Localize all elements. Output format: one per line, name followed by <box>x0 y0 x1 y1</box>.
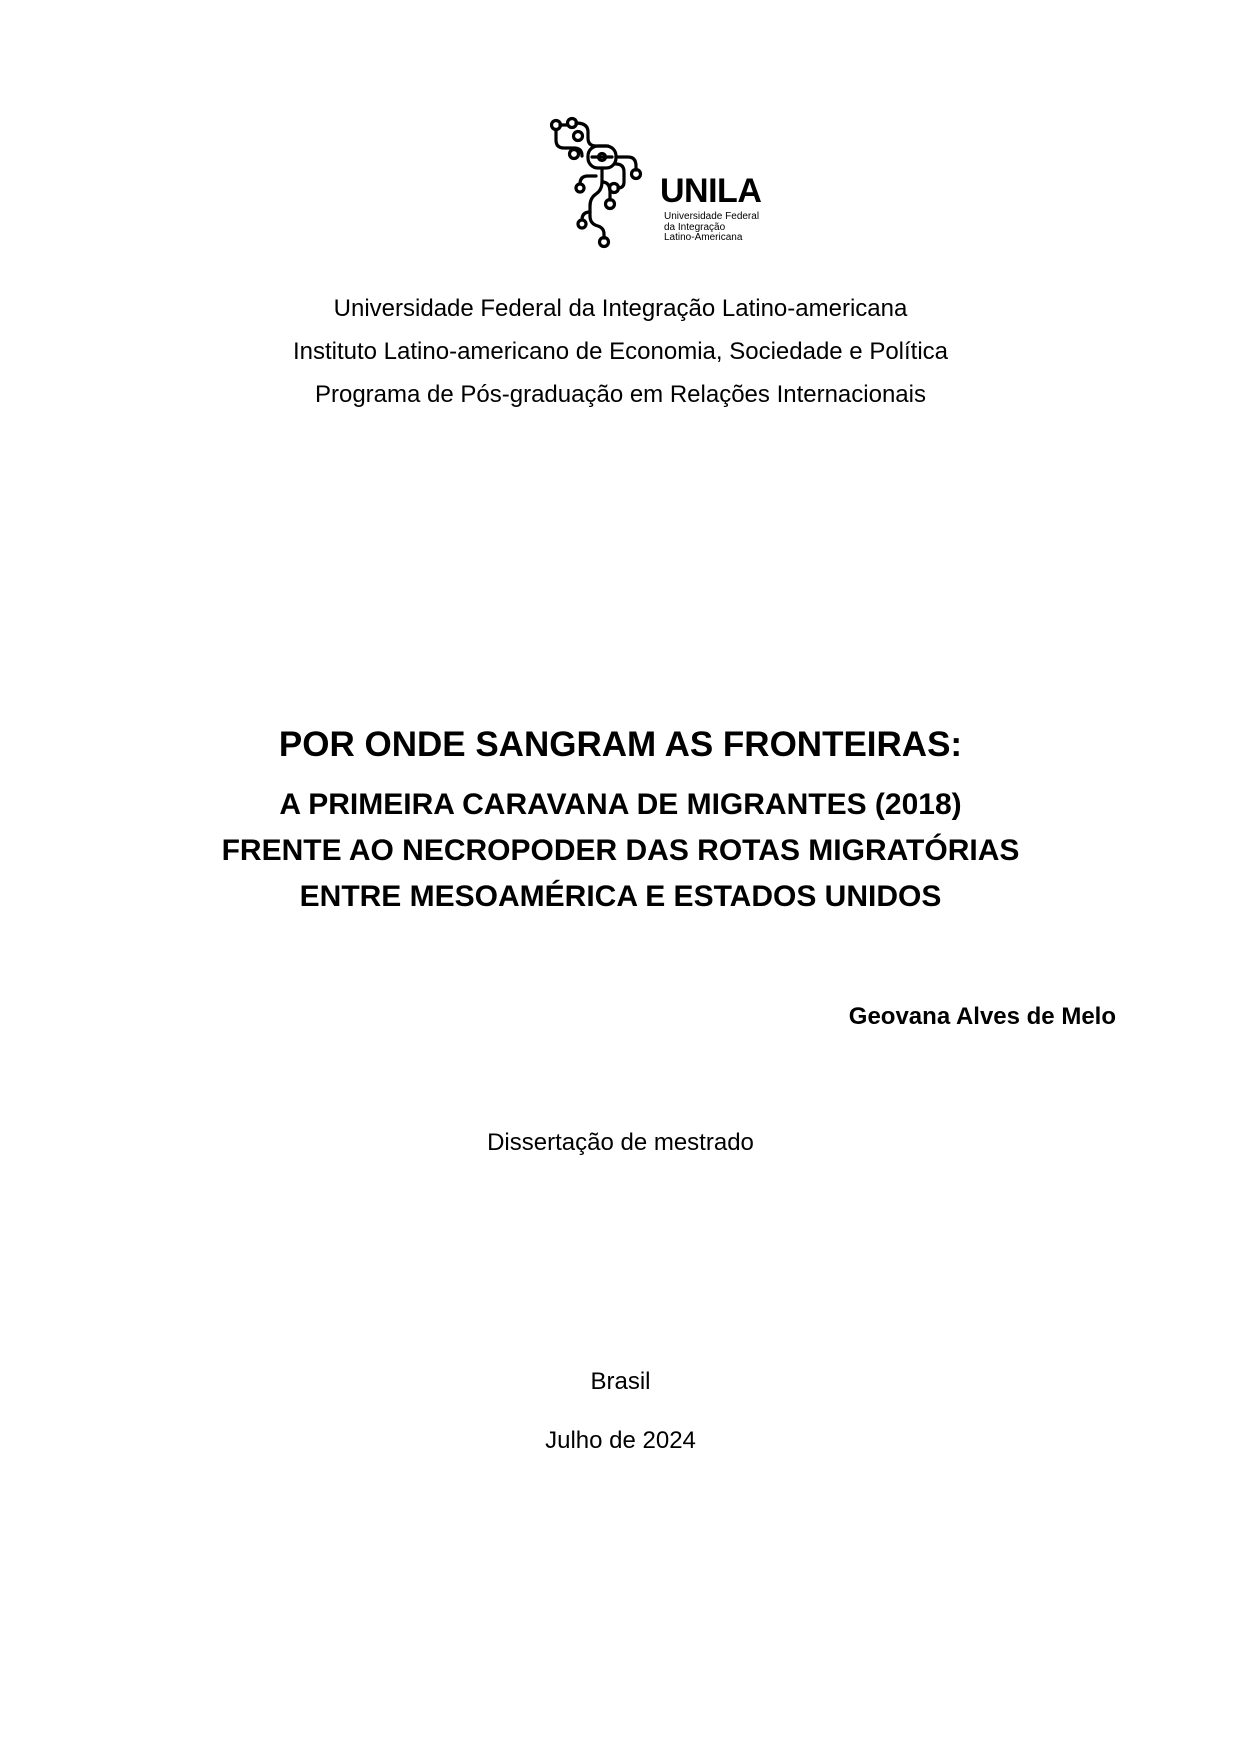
thesis-subtitle-line-3: ENTRE MESOAMÉRICA E ESTADOS UNIDOS <box>299 880 942 913</box>
logo-wordmark: UNILA <box>660 172 762 210</box>
thesis-subtitle-line-2: FRENTE AO NECROPODER DAS ROTAS MIGRATÓRIAS <box>221 834 1020 867</box>
unila-glyph-icon <box>548 116 658 252</box>
thesis-title: POR ONDE SANGRAM AS FRONTEIRAS: <box>278 725 963 764</box>
institution-program: Programa de Pós-graduação em Relações Internacionais <box>314 381 926 408</box>
author-name: Geovana Alves de Melo <box>848 1003 1116 1030</box>
logo-subtitle-line: Universidade Federal <box>664 211 760 222</box>
date: Julho de 2024 <box>545 1427 696 1454</box>
thesis-subtitle-line-1: A PRIMEIRA CARAVANA DE MIGRANTES (2018) <box>279 788 962 821</box>
logo-subtitle-line: Latino-Americana <box>664 232 743 243</box>
logo-subtitle-line: da Integração <box>664 221 726 233</box>
document-type: Dissertação de mestrado <box>487 1129 754 1156</box>
institution-institute: Instituto Latino-americano de Economia, Sociedade e Política <box>292 338 949 365</box>
institution-university: Universidade Federal da Integração Latino-americana <box>333 295 908 322</box>
unila-logo <box>548 116 768 252</box>
place: Brasil <box>590 1368 651 1395</box>
logo-subtitle <box>664 212 759 244</box>
